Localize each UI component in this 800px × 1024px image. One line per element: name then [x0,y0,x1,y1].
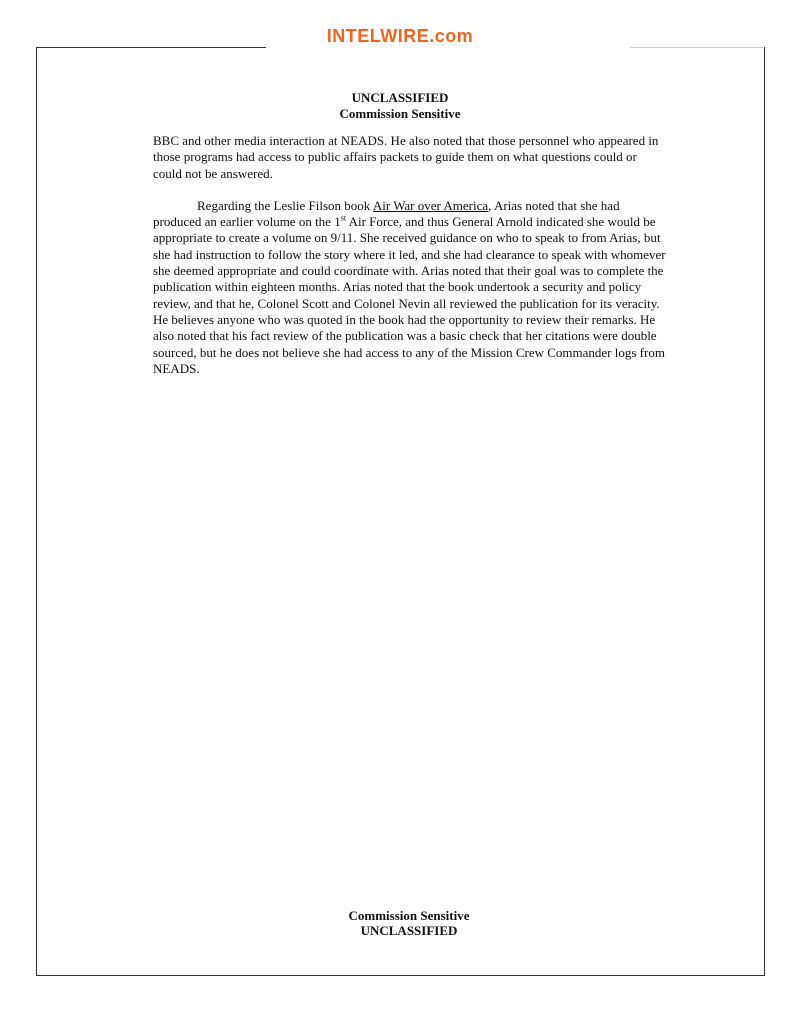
paragraph-1: BBC and other media interaction at NEADS. He also noted that those personnel who appeared in those programs had access to public affairs packets to guide them on what questions could or could not be answered. [153,133,659,181]
header-classification: UNCLASSIFIED [351,90,449,105]
paragraph-2-part-b: Air Force, and thus General Arnold indicated she would be appropriate to create a volume on 9/11. She received guidance on who to speak to from Arias, but she had instruction to follow the story where it led, and she had clearance to speak with whomever she deemed appropriate and could coordinate with. Arias noted that their goal was to complete the publication within eighteen months. Arias noted that the book undertook a security and policy review, and that he, Colonel Scott and Colonel Nevin all reviewed the publication for its veracity. He believes anyone who was quoted in the book had the opportunity to review their remarks. He also noted that his fact review of the publication was a basic check that her citations were double sourced, but he does not believe she had access to any of the Mission Crew Commander logs from NEADS. [153,214,666,376]
page-border-top-right [630,47,763,48]
paragraph-2 [153,198,668,377]
footer-caveat: Commission Sensitive [348,908,470,923]
ordinal-superscript: st [340,213,347,223]
footer-marking [0,908,800,938]
intelwire-watermark: INTELWIRE.com [326,26,474,46]
header-marking [0,90,800,122]
page-border-top-left [36,47,266,48]
paragraph-2-part-a: , Arias noted that she had produced an earlier volume on the 1 [153,197,620,230]
book-title: Air War over America [372,197,489,213]
header-caveat: Commission Sensitive [339,106,461,121]
footer-classification: UNCLASSIFIED [360,923,458,938]
paragraph-2-lead: Regarding the Leslie Filson book [197,197,373,213]
document-body [153,133,668,393]
